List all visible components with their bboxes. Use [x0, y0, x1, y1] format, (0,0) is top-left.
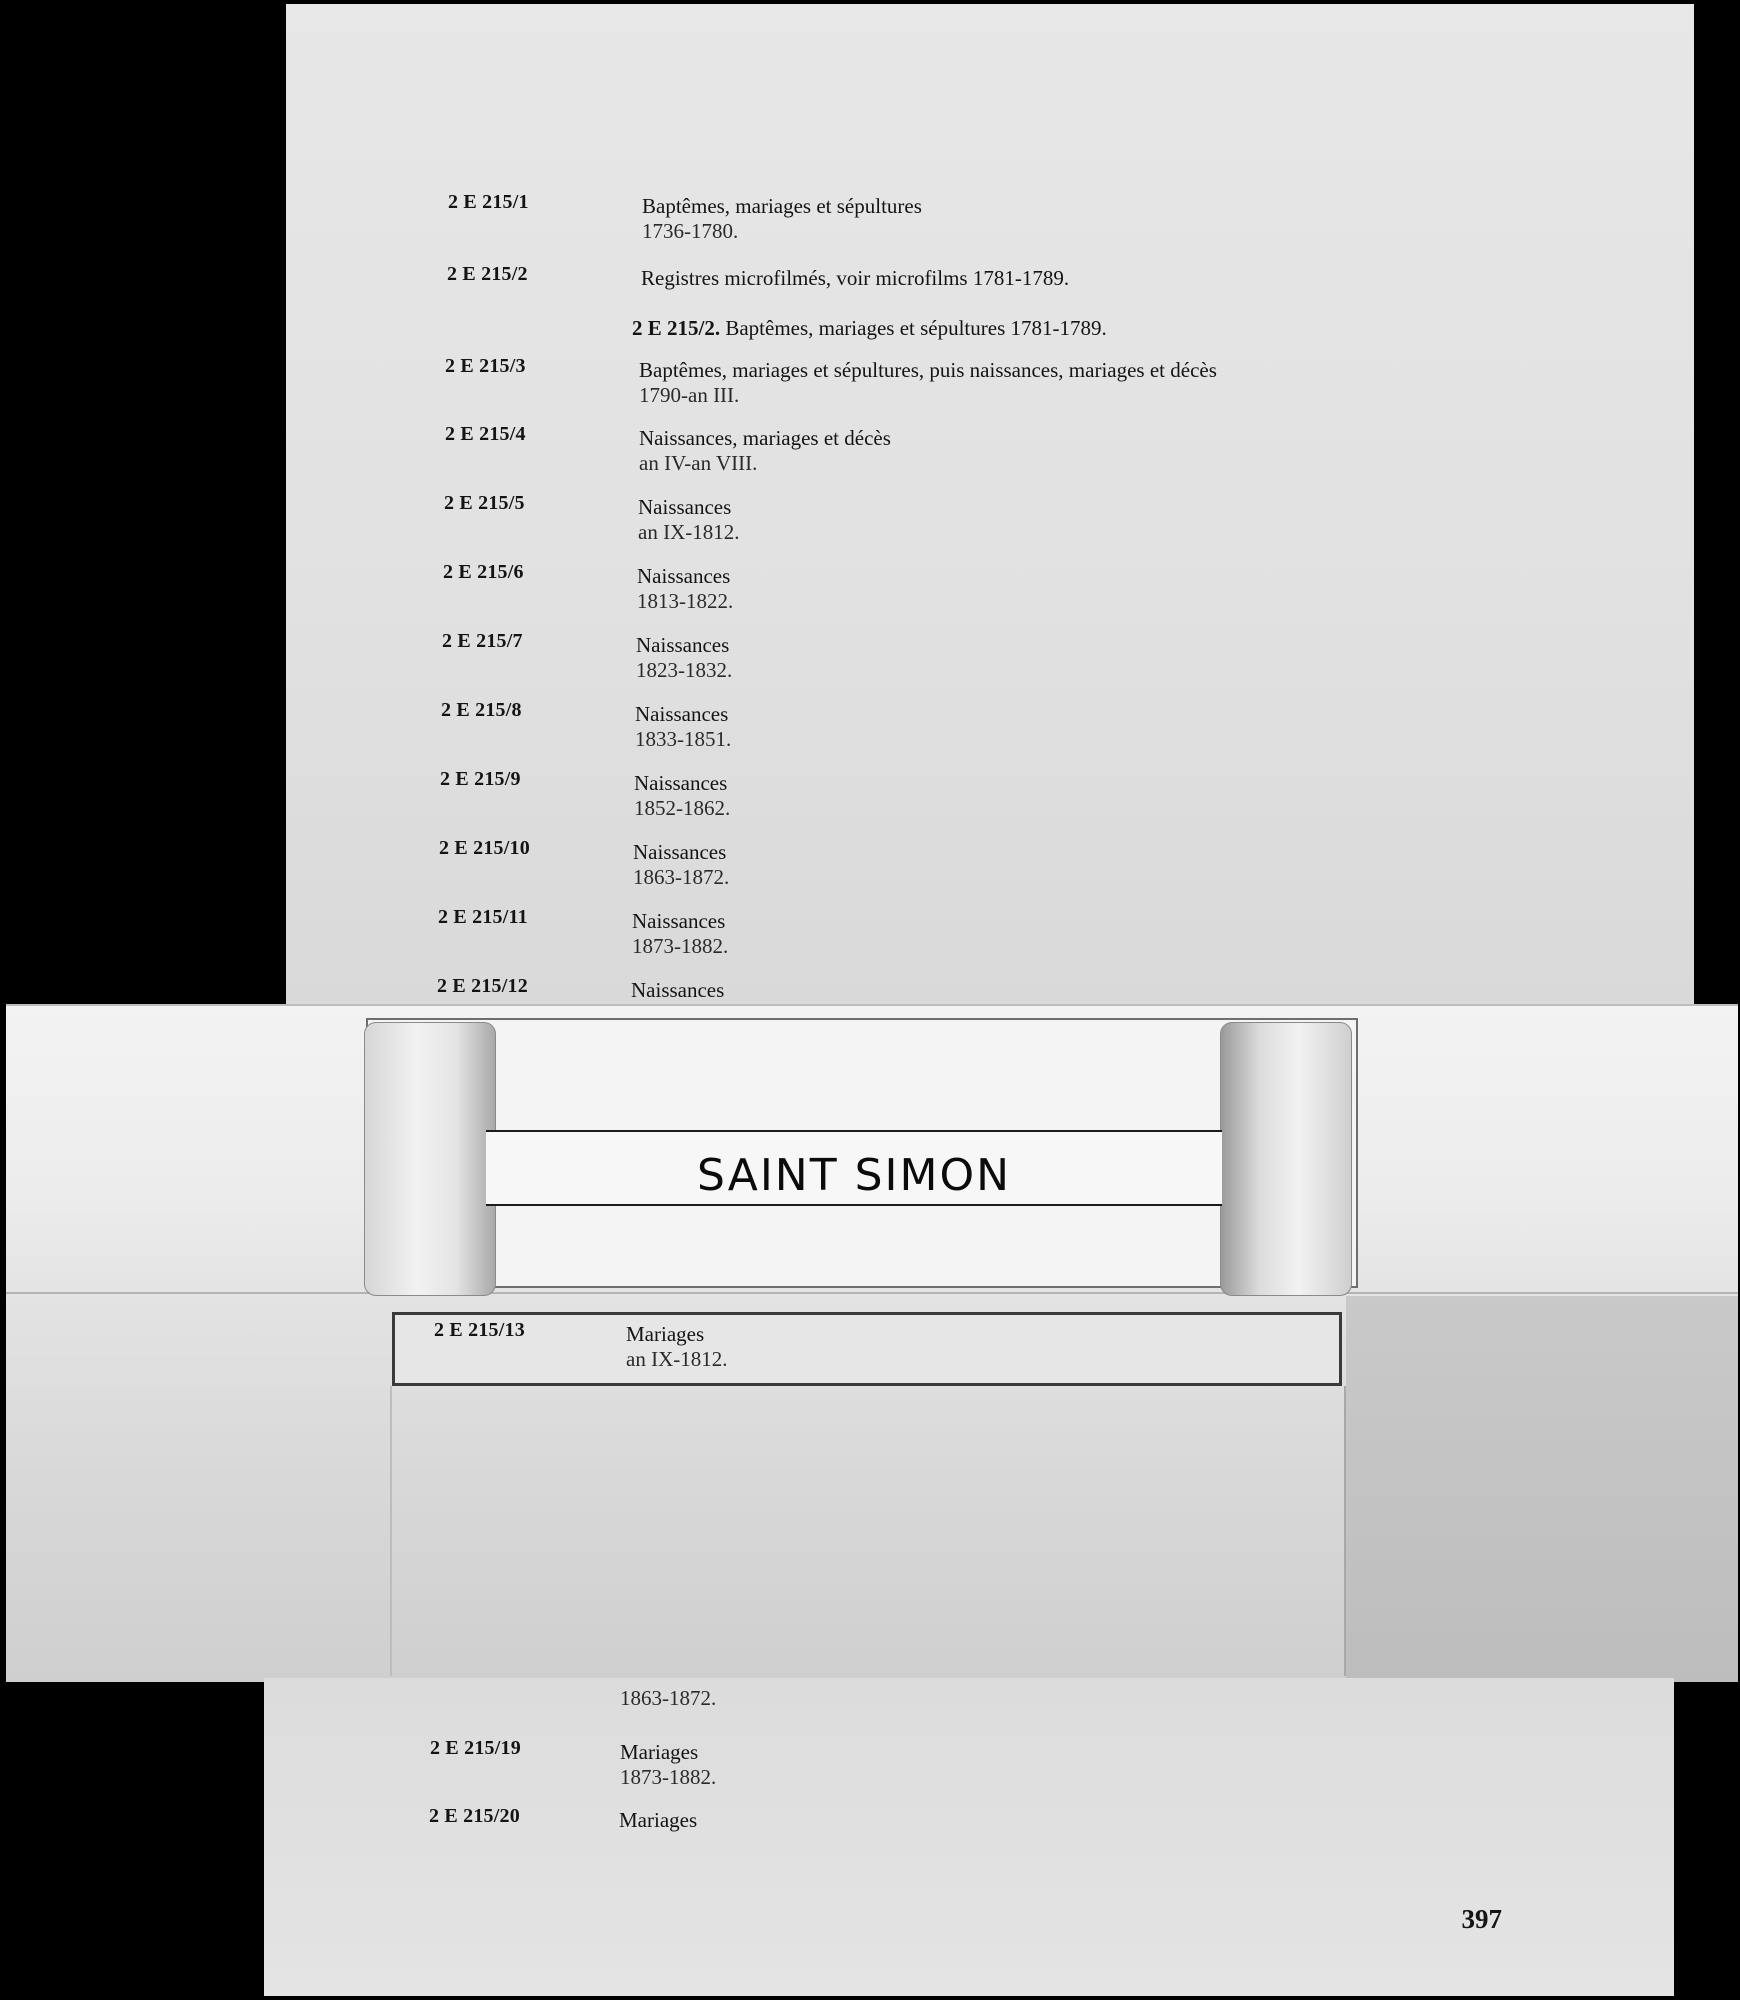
entry-date: 1873-1882. [620, 1765, 717, 1789]
note-text: Baptêmes, mariages et sépultures 1781-1789. [725, 316, 1107, 340]
paper-roll-left [364, 1022, 496, 1296]
entry-date: 1790-an III. [639, 383, 740, 407]
entry-title: Baptêmes, mariages et sépultures [642, 194, 922, 218]
entry-title: Naissances, mariages et décès [639, 426, 891, 450]
entry-code: 2 E 215/6 [443, 561, 524, 583]
entry-title: Naissances [635, 702, 729, 726]
label-sleeve [366, 1018, 1358, 1288]
entry-date: 1873-1882. [632, 934, 729, 958]
entry-code: 2 E 215/20 [429, 1805, 520, 1827]
entry-description [638, 495, 739, 545]
entry-description [635, 702, 731, 752]
entry-title: Mariages [619, 1808, 698, 1832]
entry-description [626, 1322, 727, 1372]
entry-date: an IX-1812. [626, 1347, 728, 1371]
entry-date: 1863-1872. [620, 1686, 717, 1710]
entry-description [639, 426, 891, 476]
entry-title: Baptêmes, mariages et sépultures, puis naissances, mariages et décès [639, 358, 1217, 382]
entry-date: an IV-an VIII. [639, 451, 758, 475]
entry-date: an IX-1812. [638, 520, 740, 544]
entry-code: 2 E 215/10 [439, 837, 530, 859]
entry-description [641, 266, 1069, 291]
page-number: 397 [1461, 1904, 1502, 1934]
entry-code: 2 E 215/19 [430, 1737, 521, 1759]
entry-date: 1852-1862. [634, 796, 731, 820]
band-fold-line [6, 1292, 1738, 1294]
entry-description [642, 194, 922, 244]
entry-title: Mariages [626, 1322, 705, 1346]
paper-roll-right [1220, 1022, 1352, 1296]
entry-description [636, 633, 732, 683]
entry-title: Mariages [620, 1740, 699, 1764]
entry-code: 2 E 215/11 [438, 906, 528, 928]
entry-code: 2 E 215/13 [434, 1319, 525, 1341]
entry-description [631, 978, 724, 1003]
entry-date: 1833-1851. [635, 727, 732, 751]
entry-code: 2 E 215/4 [445, 423, 526, 445]
inset-panel [390, 1386, 1346, 1676]
entry-code: 2 E 215/9 [440, 768, 521, 790]
entry-description [637, 564, 733, 614]
entry-date: 1863-1872. [633, 865, 730, 889]
inset-entry-box [392, 1312, 1342, 1386]
entry-description [639, 358, 1217, 408]
entry-description [620, 1686, 716, 1711]
entry-description [619, 1808, 697, 1833]
entry-title: Naissances [638, 495, 732, 519]
entry-description [633, 840, 729, 890]
label-title: SAINT SIMON [696, 1150, 1011, 1201]
entry-date: 1813-1822. [637, 589, 734, 613]
entry-title: Naissances [634, 771, 728, 795]
document-page-bottom [264, 1678, 1674, 1996]
entry-code: 2 E 215/2 [447, 263, 528, 285]
entry-date: 1736-1780. [642, 219, 739, 243]
entry-description [632, 909, 728, 959]
entry-code: 2 E 215/3 [445, 355, 526, 377]
band-shadow [1346, 1296, 1738, 1682]
entry-code: 2 E 215/7 [442, 630, 523, 652]
entry-title: Registres microfilmés, voir microfilms 1781-1789. [641, 266, 1070, 290]
entry-description [634, 771, 730, 821]
entry-title: Naissances [633, 840, 727, 864]
note-code: 2 E 215/2. [632, 316, 721, 340]
entry-title: Naissances [637, 564, 731, 588]
label-strip [486, 1130, 1222, 1206]
entry-code: 2 E 215/8 [441, 699, 522, 721]
entry-title: Naissances [631, 978, 725, 1002]
entry-code: 2 E 215/1 [448, 191, 529, 213]
entry-date: 1823-1832. [636, 658, 733, 682]
entry-title: Naissances [636, 633, 730, 657]
entry-code: 2 E 215/12 [437, 975, 528, 997]
entry-title: Naissances [632, 909, 726, 933]
cross-reference-note [632, 316, 1107, 341]
entry-code: 2 E 215/5 [444, 492, 525, 514]
entry-description [620, 1740, 716, 1790]
